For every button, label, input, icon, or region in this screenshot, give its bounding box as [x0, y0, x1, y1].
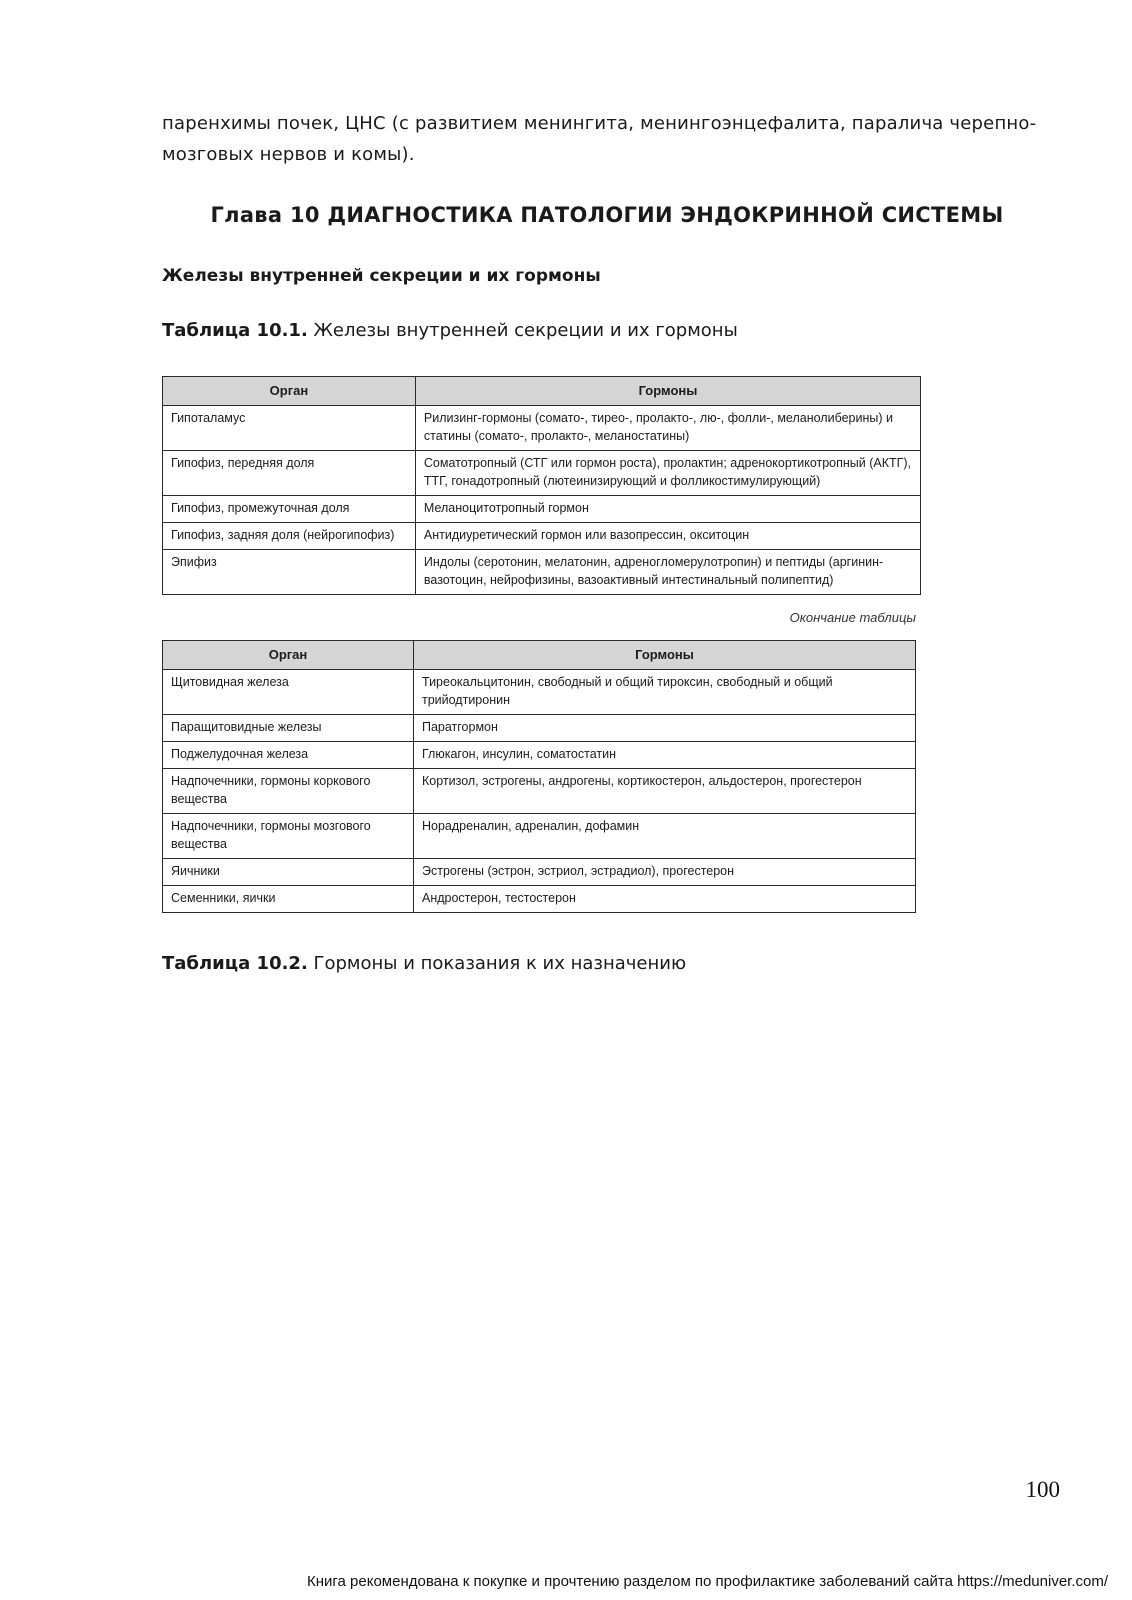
table-10-1-continuation [162, 640, 916, 913]
organ-cell: Эпифиз [163, 550, 416, 595]
organ-cell: Яичники [163, 859, 414, 886]
table-10-2-caption-label: Таблица 10.2. [162, 953, 308, 974]
organ-cell: Гипофиз, задняя доля (нейрогипофиз) [163, 523, 416, 550]
column-header-organ: Орган [163, 641, 414, 670]
table-10-2-caption-text: Гормоны и показания к их назначению [307, 953, 687, 974]
table-row [163, 814, 916, 859]
table-row [163, 769, 916, 814]
organ-cell: Надпочечники, гормоны коркового вещества [163, 769, 414, 814]
table-10-1-caption-text: Железы внутренней секреции и их гормоны [307, 320, 738, 341]
table-row [163, 715, 916, 742]
table-row [163, 523, 921, 550]
organ-cell: Надпочечники, гормоны мозгового вещества [163, 814, 414, 859]
organ-cell: Щитовидная железа [163, 670, 414, 715]
column-header-hormones: Гормоны [413, 641, 915, 670]
table-row [163, 496, 921, 523]
hormones-cell: Глюкагон, инсулин, соматостатин [413, 742, 915, 769]
table-row [163, 406, 921, 451]
hormones-cell: Меланоцитотропный гормон [415, 496, 920, 523]
hormones-cell: Рилизинг-гормоны (сомато-, тирео-, пролакто-, лю-, фолли-, меланолиберины) и статины (сомато-, пролакто-, меланостатины) [415, 406, 920, 451]
table-10-1 [162, 376, 921, 595]
organ-cell: Семенники, яички [163, 886, 414, 913]
organ-cell: Гипофиз, передняя доля [163, 451, 416, 496]
section-title: Железы внутренней секреции и их гормоны [162, 266, 601, 286]
hormones-cell: Эстрогены (эстрон, эстриол, эстрадиол), прогестерон [413, 859, 915, 886]
table-header-row [163, 641, 916, 670]
hormones-cell: Норадреналин, адреналин, дофамин [413, 814, 915, 859]
hormones-cell: Тиреокальцитонин, свободный и общий тироксин, свободный и общий трийодтиронин [413, 670, 915, 715]
footer-recommendation: Книга рекомендована к покупке и прочтению разделом по профилактике заболеваний сайта https://meduniver.com/ [306, 1573, 1108, 1590]
table-row [163, 886, 916, 913]
column-header-organ: Орган [163, 377, 416, 406]
hormones-cell: Антидиуретический гормон или вазопрессин, окситоцин [415, 523, 920, 550]
table-row [163, 742, 916, 769]
hormones-cell: Андростерон, тестостерон [413, 886, 915, 913]
table-row [163, 859, 916, 886]
table-continuation-label: Окончание таблицы [789, 610, 916, 625]
table-header-row [163, 377, 921, 406]
table-10-1-caption [162, 320, 738, 341]
page-number: 100 [1025, 1477, 1060, 1502]
organ-cell: Гипофиз, промежуточная доля [163, 496, 416, 523]
organ-cell: Паращитовидные железы [163, 715, 414, 742]
hormones-cell: Соматотропный (СТГ или гормон роста), пролактин; адренокортикотропный (АКТГ), ТТГ, гонадотропный (лютеинизирующий и фолликостимулирующий) [415, 451, 920, 496]
intro-paragraph: паренхимы почек, ЦНС (с развитием менингита, менингоэнцефалита, паралича черепно-мозговых нервов и комы). [162, 113, 1037, 165]
organ-cell: Поджелудочная железа [163, 742, 414, 769]
hormones-cell: Паратгормон [413, 715, 915, 742]
table-10-1-caption-label: Таблица 10.1. [162, 320, 308, 341]
organ-cell: Гипоталамус [163, 406, 416, 451]
table-10-2-caption [162, 953, 686, 974]
chapter-title: Глава 10 ДИАГНОСТИКА ПАТОЛОГИИ ЭНДОКРИННОЙ СИСТЕМЫ [210, 203, 1004, 227]
table-row [163, 670, 916, 715]
table-row [163, 550, 921, 595]
column-header-hormones: Гормоны [415, 377, 920, 406]
hormones-cell: Кортизол, эстрогены, андрогены, кортикостерон, альдостерон, прогестерон [413, 769, 915, 814]
hormones-cell: Индолы (серотонин, мелатонин, адреногломерулотропин) и пептиды (аргинин-вазотоцин, нейрофизины, вазоактивный интестинальный полипептид) [415, 550, 920, 595]
table-row [163, 451, 921, 496]
